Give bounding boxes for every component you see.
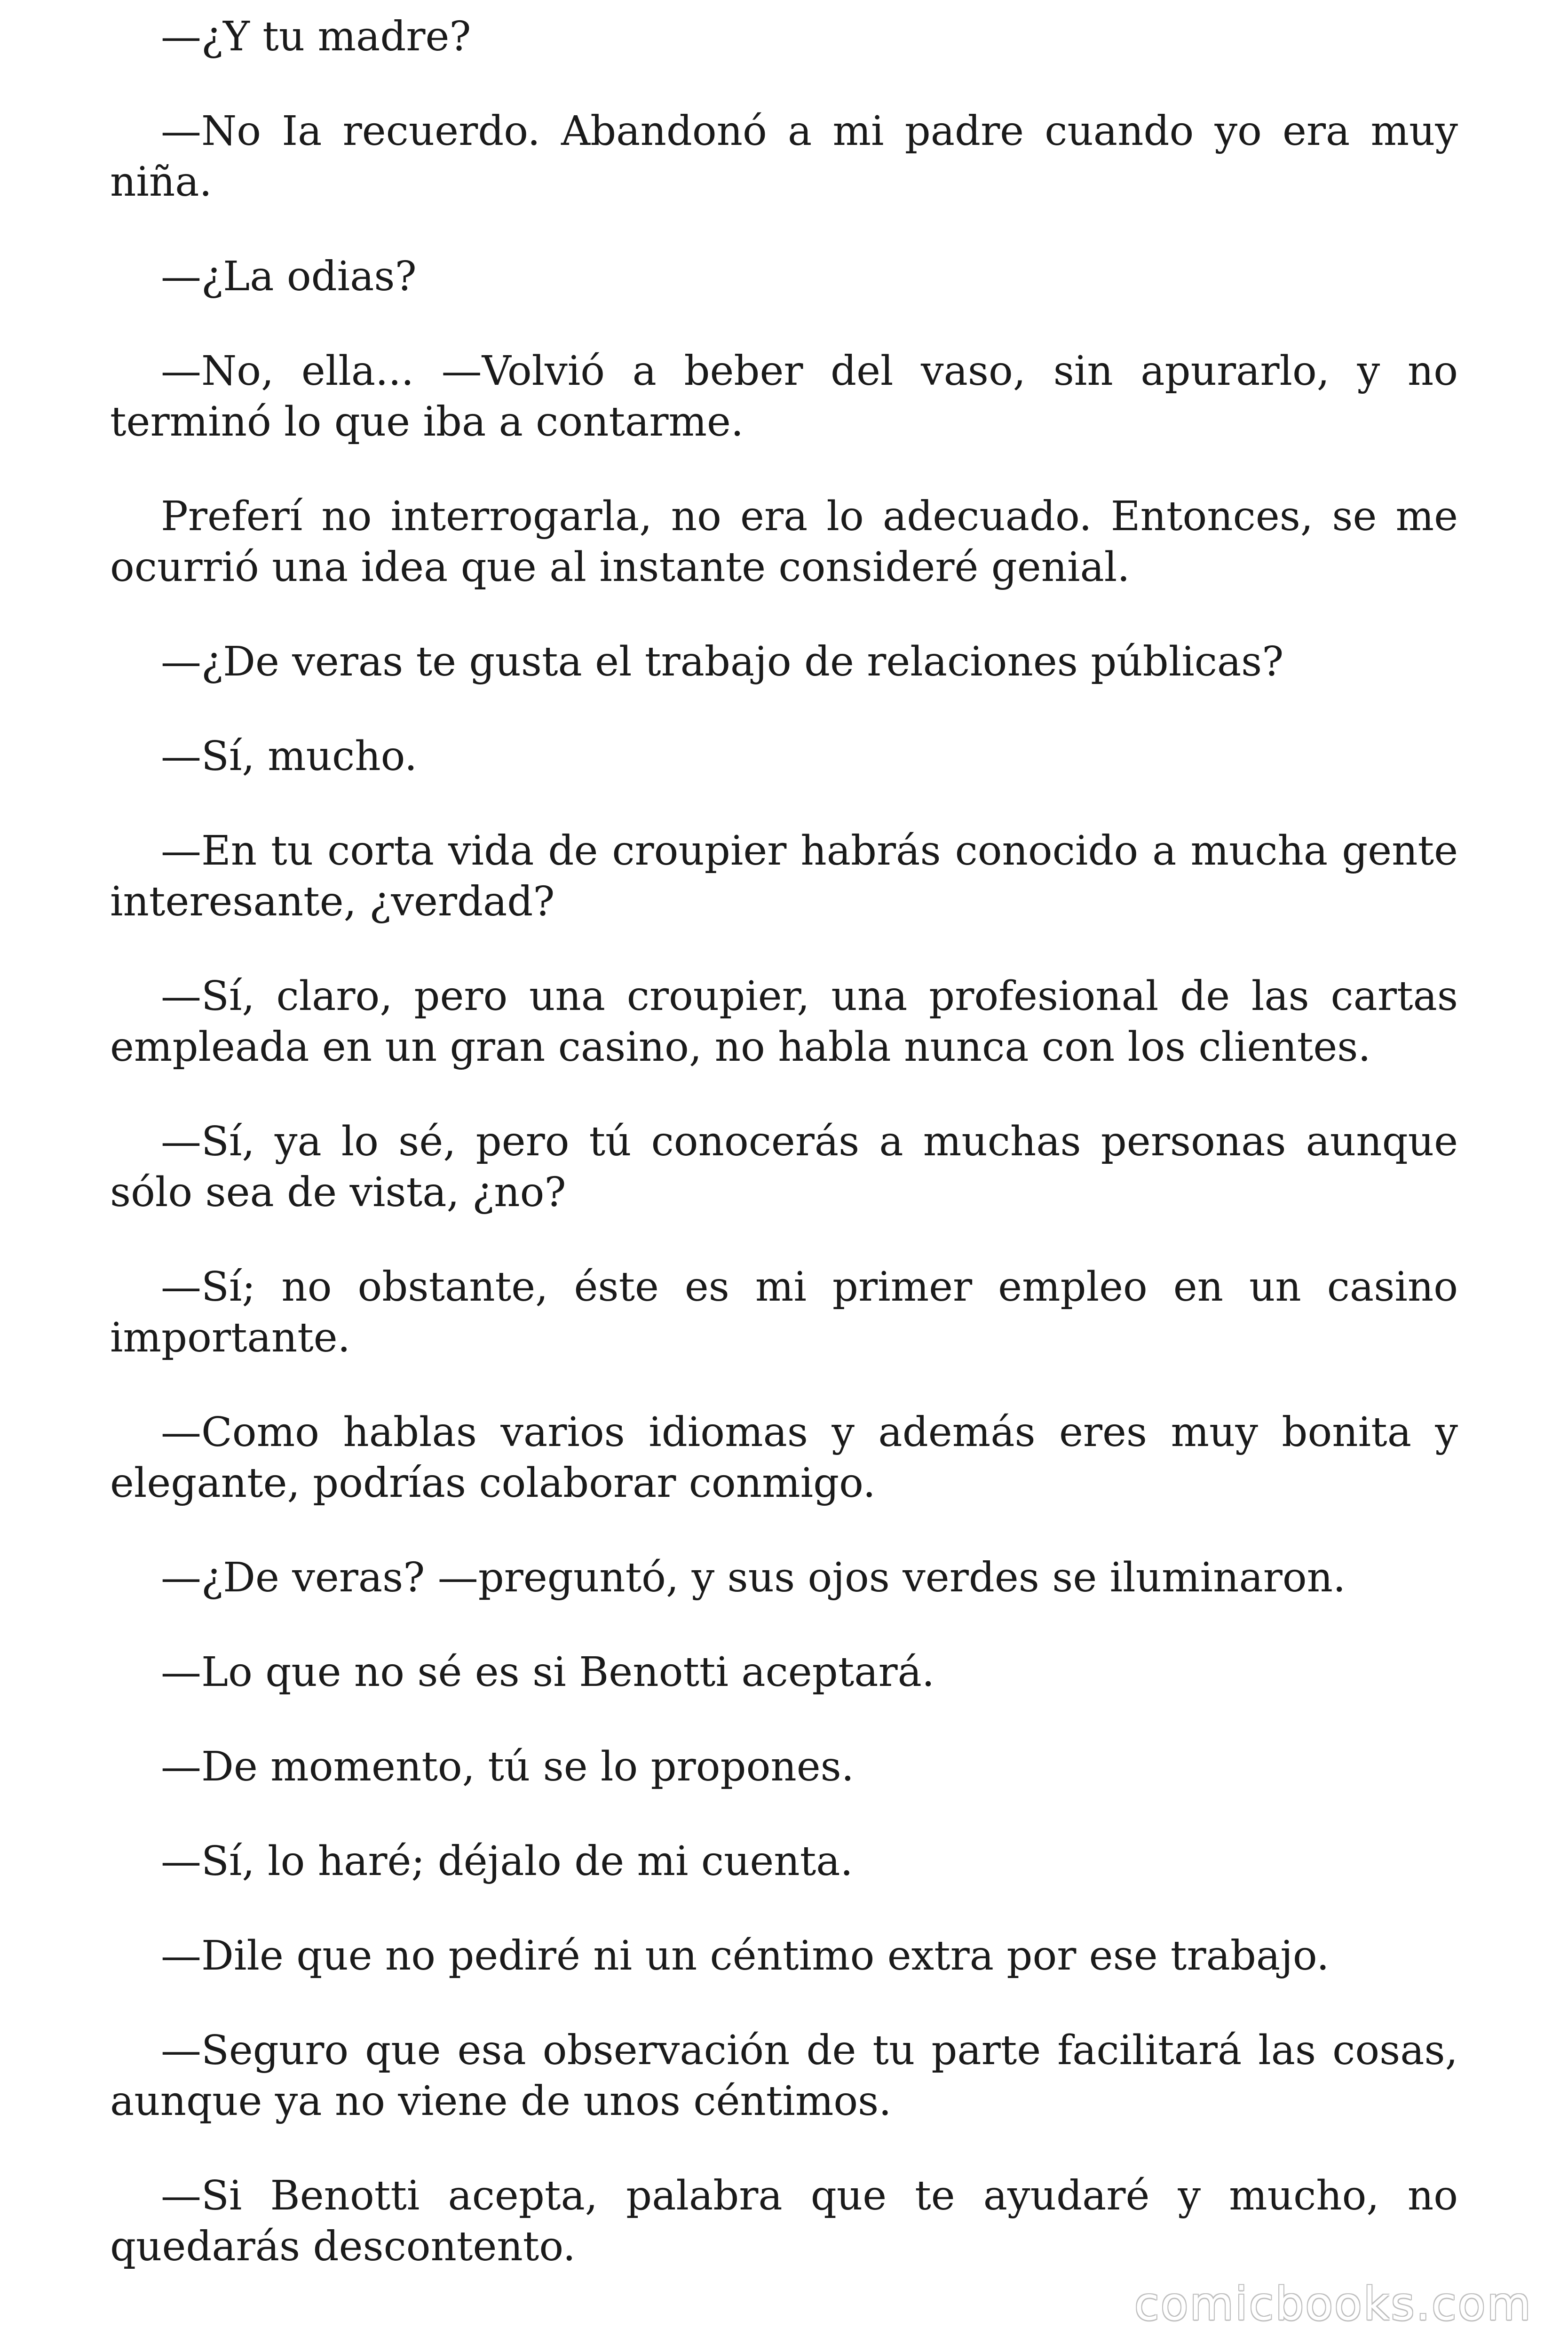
paragraph: —Como hablas varios idiomas y además eres muy bonita y elegante, podrías colaborar conmigo. <box>110 1409 1458 1507</box>
paragraph: Preferí no interrogarla, no era lo adecuado. Entonces, se me ocurrió una idea que al instante consideré genial. <box>110 493 1458 591</box>
paragraph: —En tu corta vida de croupier habrás conocido a mucha gente interesante, ¿verdad? <box>110 827 1458 925</box>
paragraph: —Sí, mucho. <box>161 733 418 780</box>
paragraph: —Sí; no obstante, éste es mi primer empleo en un casino importante. <box>110 1263 1458 1361</box>
paragraph: —Dile que no pediré ni un céntimo extra por ese trabajo. <box>161 1932 1330 1979</box>
paragraph: —No, ella... —Volvió a beber del vaso, sin apurarlo, y no terminó lo que iba a contarme. <box>110 348 1458 445</box>
paragraph: —No Ia recuerdo. Abandonó a mi padre cuando yo era muy niña. <box>110 108 1458 206</box>
paragraph: —¿Y tu madre? <box>161 13 471 60</box>
paragraph: —Sí, claro, pero una croupier, una profesional de las cartas empleada en un gran casino, no habla nunca con los clientes. <box>110 973 1458 1071</box>
watermark: comicbooks.com <box>1134 2278 1532 2330</box>
paragraph: —De momento, tú se lo propones. <box>161 1743 855 1790</box>
body-text <box>110 11 1458 2316</box>
paragraph: —Lo que no sé es si Benotti aceptará. <box>161 1649 935 1696</box>
paragraph: —¿La odias? <box>161 253 417 300</box>
paragraph: —Seguro que esa observación de tu parte facilitará las cosas, aunque ya no viene de unos céntimos. <box>110 2027 1458 2125</box>
paragraph: —¿De veras? —preguntó, y sus ojos verdes se iluminaron. <box>161 1554 1346 1601</box>
paragraph: —¿De veras te gusta el trabajo de relaciones públicas? <box>161 638 1284 685</box>
paragraph: —Sí, ya lo sé, pero tú conocerás a muchas personas aunque sólo sea de vista, ¿no? <box>110 1118 1458 1216</box>
paragraph: —Sí, lo haré; déjalo de mi cuenta. <box>161 1838 853 1885</box>
paragraph: —Si Benotti acepta, palabra que te ayudaré y mucho, no quedarás descontento. <box>110 2172 1458 2270</box>
